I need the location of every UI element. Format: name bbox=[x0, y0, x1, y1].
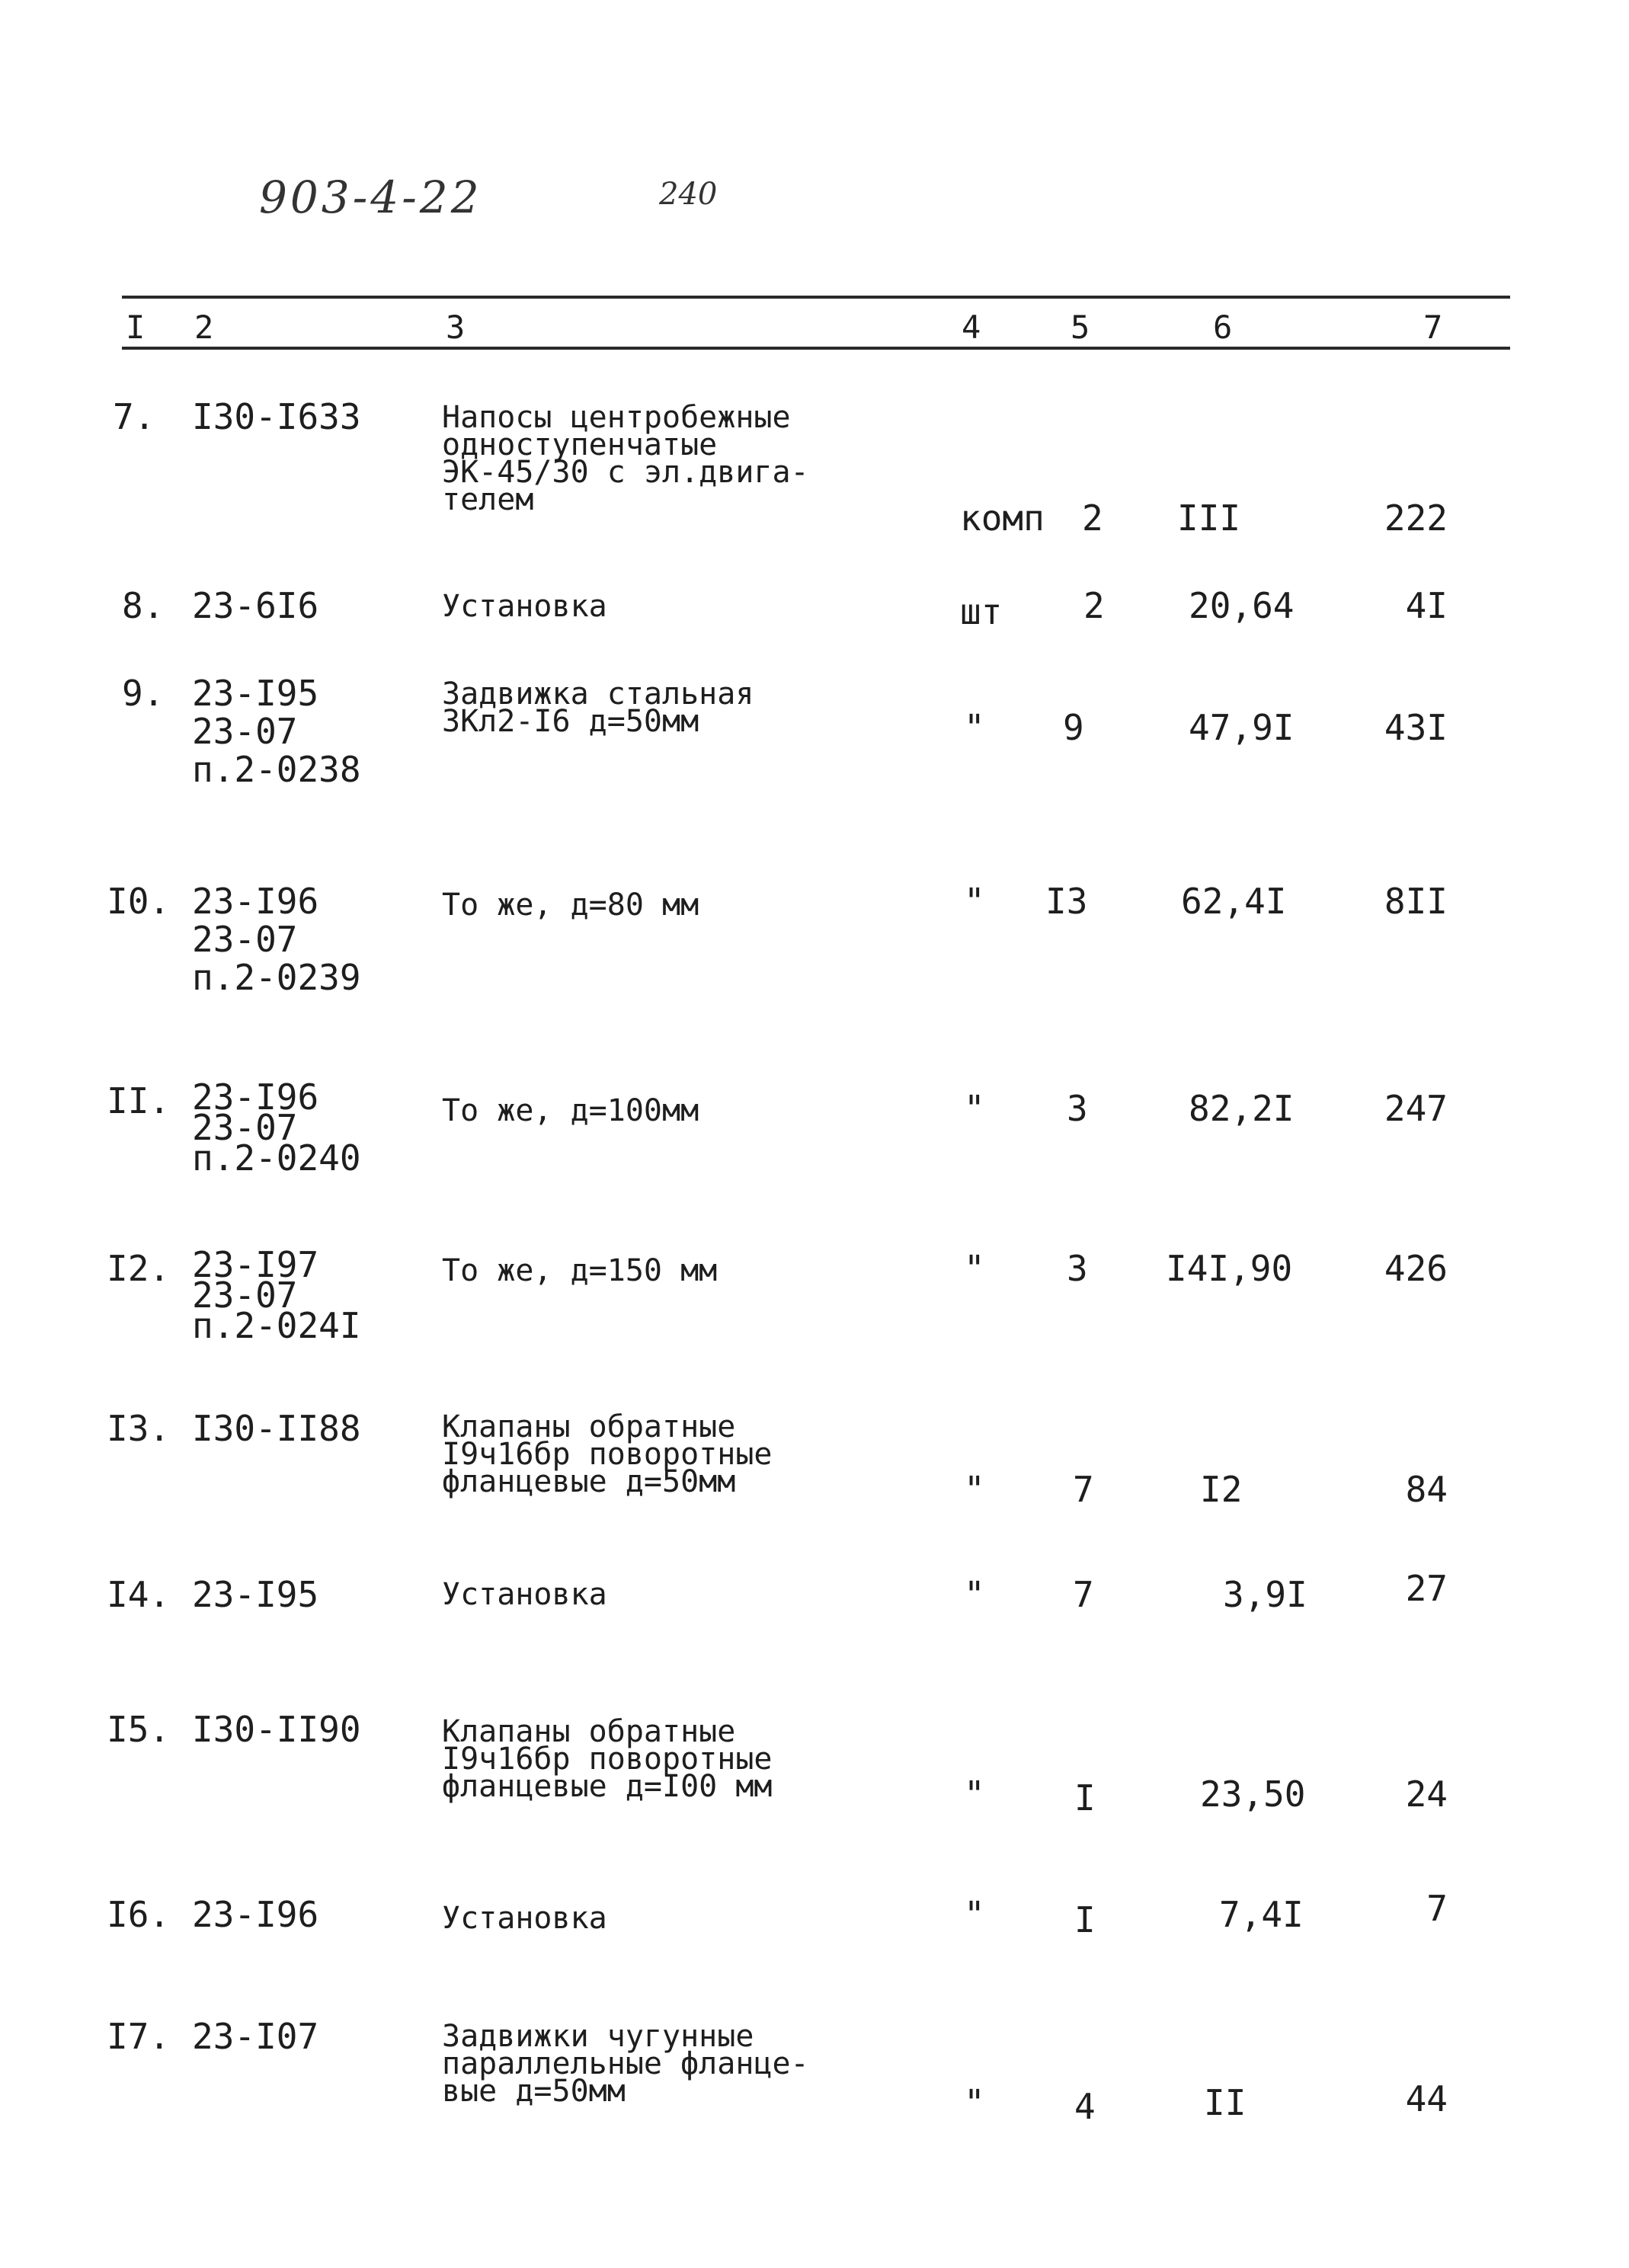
row-code: 23-I07 bbox=[192, 2016, 319, 2057]
row-description: Установка bbox=[442, 589, 607, 624]
row-description: То же, д=100мм bbox=[442, 1093, 699, 1128]
row-number: I0. bbox=[107, 881, 171, 922]
row-total: 426 bbox=[1384, 1248, 1448, 1289]
row-code: 23-I96 23-07 п.2-0239 bbox=[192, 881, 361, 998]
row-unit: " bbox=[964, 881, 985, 922]
row-unit: " bbox=[964, 1574, 985, 1615]
column-header-5: 5 bbox=[1071, 309, 1090, 346]
row-number: I2. bbox=[107, 1248, 171, 1289]
row-price: 20,64 bbox=[1189, 585, 1295, 626]
row-total: 7 bbox=[1426, 1888, 1448, 1929]
row-quantity: I bbox=[1074, 1899, 1096, 1940]
row-price: 7,4I bbox=[1219, 1894, 1304, 1935]
row-code: 23-6I6 bbox=[192, 585, 319, 626]
page-number: 240 bbox=[659, 177, 718, 212]
row-quantity: I3 bbox=[1045, 881, 1088, 922]
row-description: То же, д=150 мм bbox=[442, 1253, 718, 1288]
row-total: 8II bbox=[1384, 881, 1448, 922]
row-description: То же, д=80 мм bbox=[442, 888, 699, 923]
row-quantity: 7 bbox=[1073, 1469, 1094, 1510]
row-quantity: 2 bbox=[1083, 585, 1105, 626]
column-header-3: 3 bbox=[446, 309, 466, 346]
row-unit: " bbox=[964, 2082, 985, 2123]
document-code: 903-4-22 bbox=[259, 171, 482, 223]
row-price: 82,2I bbox=[1189, 1088, 1295, 1129]
row-quantity: 3 bbox=[1067, 1248, 1088, 1289]
row-code: 23-I95 23-07 п.2-0238 bbox=[192, 673, 361, 790]
row-quantity: 2 bbox=[1082, 497, 1103, 539]
row-code: 23-I95 bbox=[192, 1574, 319, 1615]
row-unit: " bbox=[964, 1894, 985, 1935]
row-description: Задвижки чугунные параллельные фланце- вые д=50мм bbox=[442, 2019, 809, 2109]
row-unit: " bbox=[964, 1088, 985, 1129]
row-description: Установка bbox=[442, 1577, 607, 1612]
table-header-rule bbox=[122, 347, 1510, 350]
row-code: I30-I633 bbox=[192, 396, 361, 437]
table-top-rule bbox=[122, 296, 1510, 299]
row-code: 23-I96 23-07 п.2-0240 bbox=[192, 1076, 361, 1179]
row-price: I2 bbox=[1200, 1469, 1243, 1510]
row-number: 8. bbox=[122, 585, 165, 626]
row-quantity: 4 bbox=[1074, 2086, 1096, 2127]
row-quantity: I bbox=[1074, 1777, 1096, 1819]
row-total: 84 bbox=[1405, 1469, 1448, 1510]
row-total: 43I bbox=[1384, 707, 1448, 748]
row-description: Установка bbox=[442, 1901, 607, 1936]
row-number: I4. bbox=[107, 1574, 171, 1615]
row-number: I7. bbox=[107, 2016, 171, 2057]
row-unit: " bbox=[964, 1774, 985, 1815]
row-price: 3,9I bbox=[1223, 1574, 1307, 1615]
row-code: I30-II90 bbox=[192, 1709, 361, 1750]
row-quantity: 7 bbox=[1073, 1574, 1094, 1615]
row-price: 62,4I bbox=[1181, 881, 1287, 922]
row-code: I30-II88 bbox=[192, 1408, 361, 1449]
row-description: Напосы центробежные одноступенчатые ЭК-45/30 с эл.двига- телем bbox=[442, 400, 809, 517]
column-header-2: 2 bbox=[194, 309, 214, 346]
row-description: Клапаны обратные I9ч16бр поворотные фланцевые д=50мм bbox=[442, 1409, 773, 1499]
row-total: 27 bbox=[1405, 1568, 1448, 1609]
row-price: III bbox=[1177, 497, 1241, 539]
column-header-7: 7 bbox=[1423, 309, 1443, 346]
column-header-1: I bbox=[126, 309, 146, 346]
row-code: 23-I97 23-07 п.2-024I bbox=[192, 1244, 361, 1346]
row-quantity: 9 bbox=[1063, 707, 1084, 748]
row-unit: " bbox=[964, 1248, 985, 1289]
row-total: 222 bbox=[1384, 497, 1448, 539]
row-description: Задвижка стальная ЗКл2-I6 д=50мм bbox=[442, 677, 754, 739]
row-price: 23,50 bbox=[1200, 1774, 1306, 1815]
row-total: 24 bbox=[1405, 1774, 1448, 1815]
row-total: 44 bbox=[1405, 2078, 1448, 2119]
row-number: 7. bbox=[113, 396, 155, 437]
row-price: 47,9I bbox=[1189, 707, 1295, 748]
row-total: 247 bbox=[1384, 1088, 1448, 1129]
row-number: I5. bbox=[107, 1709, 171, 1750]
row-number: I3. bbox=[107, 1408, 171, 1449]
column-header-6: 6 bbox=[1213, 309, 1233, 346]
row-unit: шт bbox=[960, 591, 1003, 632]
row-quantity: 3 bbox=[1067, 1088, 1088, 1129]
row-number: 9. bbox=[122, 673, 165, 714]
row-unit: комп bbox=[960, 497, 1045, 539]
row-description: Клапаны обратные I9ч16бр поворотные фланцевые д=I00 мм bbox=[442, 1714, 773, 1804]
row-price: II bbox=[1204, 2082, 1247, 2123]
row-unit: " bbox=[964, 707, 985, 748]
row-number: II. bbox=[107, 1080, 171, 1121]
row-number: I6. bbox=[107, 1894, 171, 1935]
row-code: 23-I96 bbox=[192, 1894, 319, 1935]
row-price: I4I,90 bbox=[1166, 1248, 1293, 1289]
row-total: 4I bbox=[1405, 585, 1448, 626]
row-unit: " bbox=[964, 1469, 985, 1510]
column-header-4: 4 bbox=[962, 309, 981, 346]
